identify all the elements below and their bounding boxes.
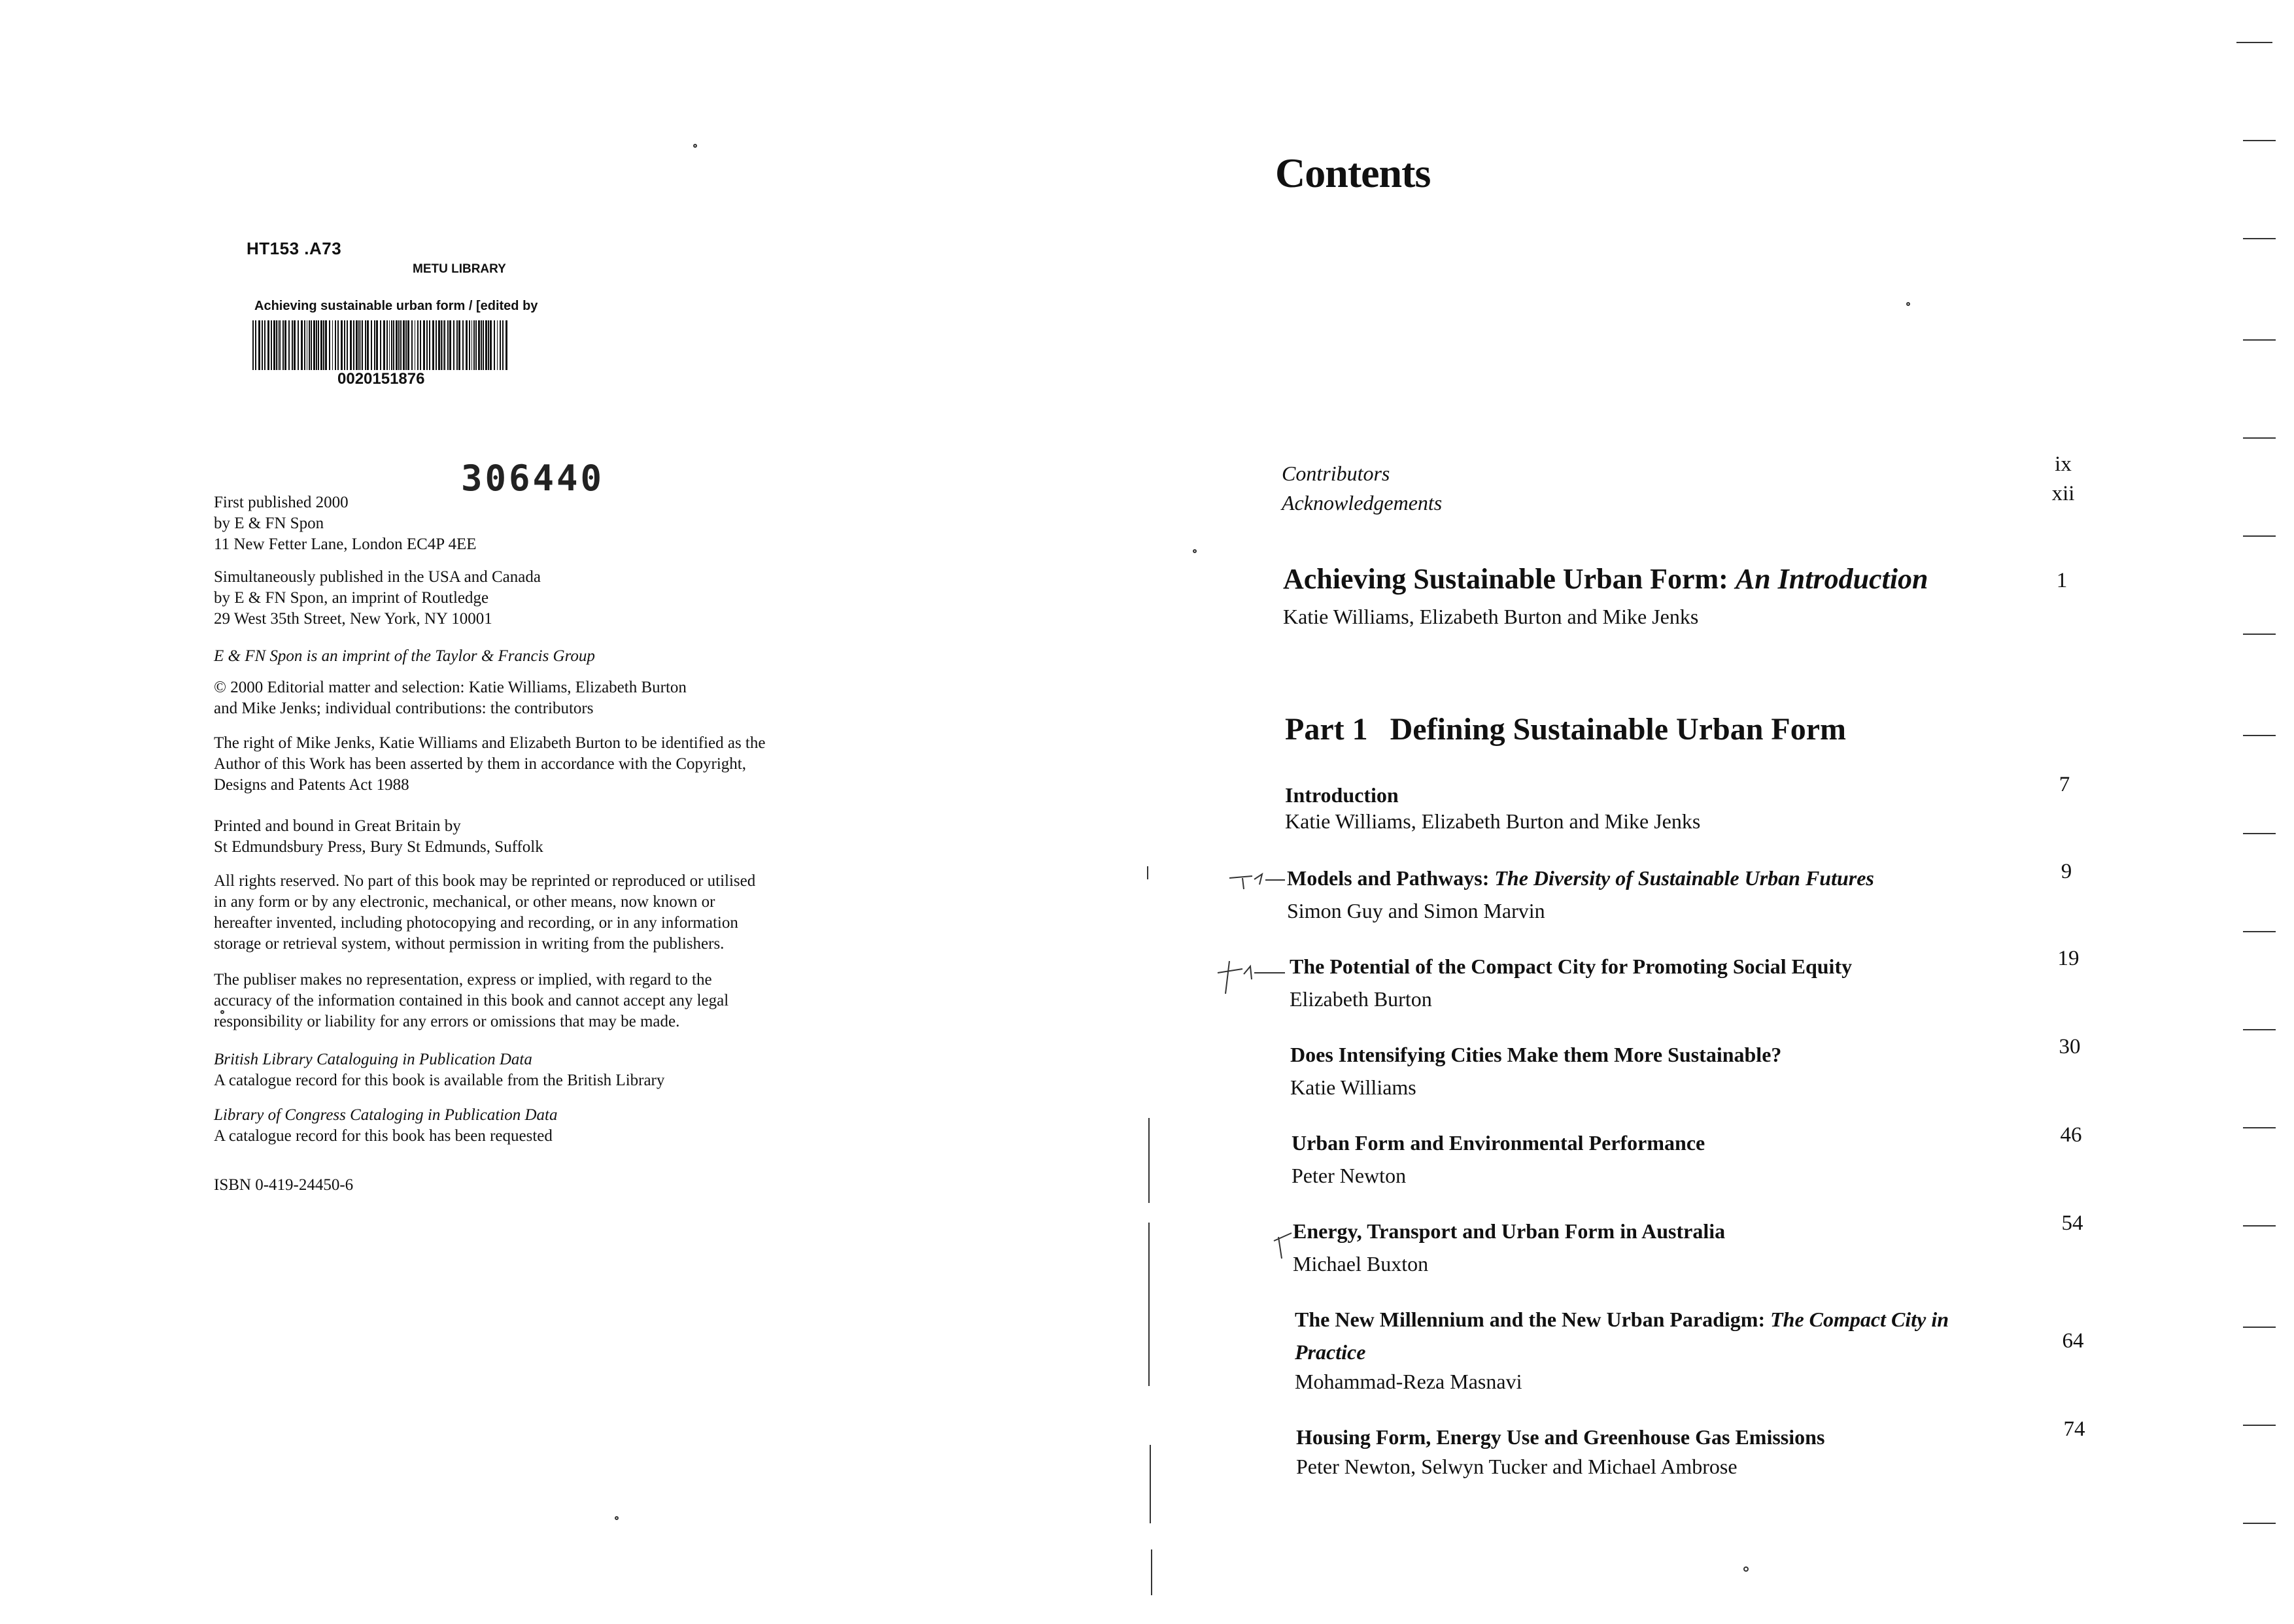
part-heading [1285, 711, 1846, 747]
chapter-authors: Peter Newton, Selwyn Tucker and Michael Ambrose [1296, 1455, 1738, 1478]
imprint-line: responsibility or liability for any errors or omissions that may be made. [214, 1013, 680, 1030]
chapter-authors: Katie Williams, Elizabeth Burton and Mike Jenks [1285, 809, 1701, 833]
chapter-title [1296, 1425, 1824, 1449]
label-book-title: Achieving sustainable urban form / [edited by [254, 299, 538, 313]
introduction-title-italic: An Introduction [1735, 563, 1928, 595]
chapter-title-text: The Potential of the Compact City for Promoting Social Equity [1290, 955, 1853, 978]
bl-heading: British Library Cataloguing in Publication Data [214, 1051, 532, 1068]
front-matter-contributors: Contributors [1282, 462, 1390, 485]
bl-text: A catalogue record for this book is available from the British Library [214, 1072, 665, 1089]
chapter-title-text: Does Intensifying Cities Make them More Sustainable? [1290, 1043, 1782, 1066]
imprint-line: in any form or by any electronic, mechanical, or other means, now known or [214, 893, 715, 911]
chapter-title-line2 [1295, 1340, 1365, 1364]
chapter-title [1293, 1219, 1725, 1243]
imprint-line: © 2000 Editorial matter and selection: Katie Williams, Elizabeth Burton [214, 679, 687, 696]
chapter-title [1285, 783, 1399, 807]
chapter-authors: Elizabeth Burton [1290, 987, 1432, 1011]
chapter-authors: Simon Guy and Simon Marvin [1287, 899, 1545, 922]
imprint-line: and Mike Jenks; individual contributions: the contributors [214, 700, 594, 717]
chapter-title-italic: Practice [1295, 1340, 1366, 1364]
isbn: ISBN 0-419-24450-6 [214, 1176, 354, 1194]
chapter-title-italic: The Compact City in [1770, 1308, 1949, 1331]
loc-text: A catalogue record for this book has been requested [214, 1127, 553, 1145]
imprint-line: Designs and Patents Act 1988 [214, 776, 409, 794]
imprint-note: E & FN Spon is an imprint of the Taylor & Francis Group [214, 647, 595, 665]
chapter-title-text: Housing Form, Energy Use and Greenhouse Gas Emissions [1296, 1425, 1825, 1449]
chapter-title-text: Energy, Transport and Urban Form in Australia [1293, 1219, 1726, 1243]
chapter-authors: Michael Buxton [1293, 1252, 1429, 1276]
introduction-title-main: Achieving Sustainable Urban Form: [1283, 563, 1728, 595]
imprint-line: by E & FN Spon, an imprint of Routledge [214, 589, 489, 607]
imprint-line: The publiser makes no representation, express or implied, with regard to the [214, 971, 712, 989]
chapter-title [1290, 955, 1852, 979]
imprint-line: by E & FN Spon [214, 515, 324, 532]
imprint-line: All rights reserved. No part of this book may be reprinted or reproduced or utilised [214, 872, 756, 890]
accession-number-stamp: 306440 [461, 458, 605, 499]
imprint-line: 11 New Fetter Lane, London EC4P 4EE [214, 535, 477, 553]
page-number: 30 [2059, 1035, 2081, 1058]
page-number: 7 [2059, 773, 2070, 796]
page-number: 64 [2062, 1329, 2084, 1353]
part-name: Defining Sustainable Urban Form [1390, 712, 1847, 747]
page-number: ix [2055, 452, 2072, 476]
imprint-line: accuracy of the information contained in this book and cannot accept any legal [214, 992, 729, 1009]
imprint-line: hereafter invented, including photocopying and recording, or in any information [214, 914, 738, 932]
introduction-authors: Katie Williams, Elizabeth Burton and Mike Jenks [1283, 605, 1699, 628]
page-number: 54 [2061, 1211, 2083, 1235]
imprint-line: First published 2000 [214, 494, 349, 511]
contents-heading: Contents [1275, 150, 1431, 196]
chapter-authors: Katie Williams [1290, 1075, 1416, 1099]
chapter-title-text: The New Millennium and the New Urban Paradigm: [1295, 1308, 1766, 1331]
chapter-title [1290, 1043, 1781, 1067]
page-number: xii [2051, 482, 2075, 505]
imprint-line: The right of Mike Jenks, Katie Williams and Elizabeth Burton to be identified as the [214, 734, 766, 752]
chapter-title-text: Urban Form and Environmental Performance [1292, 1131, 1705, 1155]
part-number: Part 1 [1285, 712, 1368, 747]
chapter-title-text: Models and Pathways: [1287, 866, 1490, 890]
page-number: 9 [2061, 860, 2072, 883]
page-number: 1 [2056, 569, 2068, 592]
introduction-title [1283, 562, 1928, 596]
imprint-line: 29 West 35th Street, New York, NY 10001 [214, 610, 492, 628]
page-number: 46 [2060, 1123, 2082, 1147]
loc-heading: Library of Congress Cataloging in Publication Data [214, 1106, 558, 1124]
chapter-title-text: Introduction [1285, 783, 1399, 807]
chapter-title [1292, 1131, 1705, 1155]
chapter-authors: Peter Newton [1292, 1164, 1407, 1187]
barcode-number: 0020151876 [337, 370, 425, 388]
page-number: 74 [2063, 1417, 2085, 1441]
imprint-line: St Edmundsbury Press, Bury St Edmunds, Suffolk [214, 838, 543, 856]
imprint-line: Author of this Work has been asserted by them in accordance with the Copyright, [214, 755, 746, 773]
chapter-title [1295, 1308, 1949, 1332]
chapter-authors: Mohammad-Reza Masnavi [1295, 1370, 1522, 1393]
imprint-line: Simultaneously published in the USA and Canada [214, 568, 541, 586]
chapter-title-italic: The Diversity of Sustainable Urban Futures [1494, 866, 1874, 890]
page-number: 19 [2057, 947, 2080, 970]
imprint-line: storage or retrieval system, without permission in writing from the publishers. [214, 935, 725, 953]
front-matter-acknowledgements: Acknowledgements [1282, 491, 1443, 515]
library-name: METU LIBRARY [413, 262, 506, 276]
imprint-line: Printed and bound in Great Britain by [214, 817, 461, 835]
chapter-title [1287, 866, 1874, 890]
call-number: HT153 .A73 [247, 239, 342, 258]
